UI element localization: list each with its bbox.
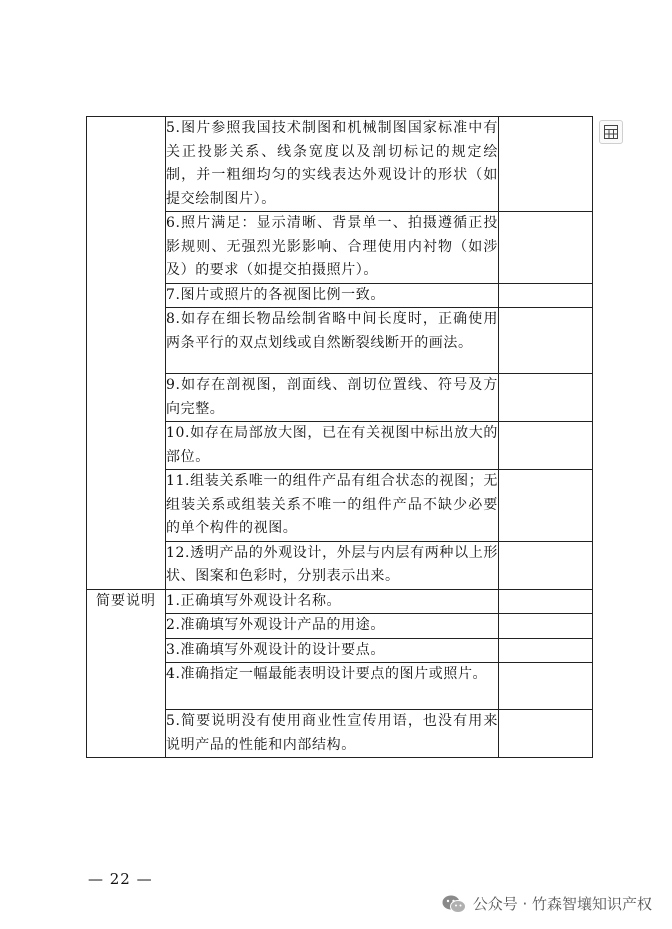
- checklist-item: 10.如存在局部放大图，已在有关视图中标出放大的部位。: [166, 422, 499, 470]
- checklist-item: 5.简要说明没有使用商业性宣传用语，也没有用来说明产品的性能和内部结构。: [166, 710, 499, 758]
- result-cell: [499, 212, 593, 284]
- result-cell: [499, 374, 593, 422]
- checklist-item: 8.如存在细长物品绘制省略中间长度时，正确使用两条平行的双点划线或自然断裂线断开的画法。: [166, 308, 499, 374]
- result-cell: [499, 614, 593, 639]
- checklist-item: 4.准确指定一幅最能表明设计要点的图片或照片。: [166, 663, 499, 710]
- result-cell: [499, 117, 593, 212]
- checklist-item: 12.透明产品的外观设计，外层与内层有两种以上形状、图案和色彩时，分别表示出来。: [166, 541, 499, 589]
- result-cell: [499, 663, 593, 710]
- checklist-item: 5.图片参照我国技术制图和机械制图国家标准中有关正投影关系、线条宽度以及剖切标记的规定绘制，并一粗细均匀的实线表达外观设计的形状（如提交绘制图片）。: [166, 117, 499, 212]
- checklist-item: 3.准确填写外观设计的设计要点。: [166, 638, 499, 663]
- watermark-text: 公众号 · 竹森智壤知识产权: [472, 895, 652, 913]
- table-row: [87, 117, 593, 212]
- table-row: [87, 589, 593, 614]
- result-cell: [499, 283, 593, 308]
- checklist-item: 7.图片或照片的各视图比例一致。: [166, 283, 499, 308]
- checklist-item: 11.组装关系唯一的组件产品有组合状态的视图；无组装关系或组装关系不唯一的组件产品不缺少必要的单个构件的视图。: [166, 470, 499, 542]
- checklist-item: 6.照片满足：显示清晰、背景单一、拍摄遵循正投影规则、无强烈光影影响、合理使用内衬物（如涉及）的要求（如提交拍摄照片）。: [166, 212, 499, 284]
- review-checklist-table: [86, 116, 593, 758]
- result-cell: [499, 422, 593, 470]
- page-number: — 22 —: [88, 870, 153, 888]
- checklist-item: 9.如存在剖视图，剖面线、剖切位置线、符号及方向完整。: [166, 374, 499, 422]
- watermark: [441, 893, 652, 914]
- section-label-brief-description: 简要说明: [87, 589, 166, 758]
- checklist-item: 2.准确填写外观设计产品的用途。: [166, 614, 499, 639]
- section-cell-appearance: [87, 117, 166, 590]
- result-cell: [499, 470, 593, 542]
- checklist-item: 1.正确填写外观设计名称。: [166, 589, 499, 614]
- wechat-icon: [441, 894, 467, 914]
- result-cell: [499, 541, 593, 589]
- scan-grid-icon[interactable]: [599, 120, 623, 144]
- result-cell: [499, 308, 593, 374]
- result-cell: [499, 589, 593, 614]
- result-cell: [499, 638, 593, 663]
- result-cell: [499, 710, 593, 758]
